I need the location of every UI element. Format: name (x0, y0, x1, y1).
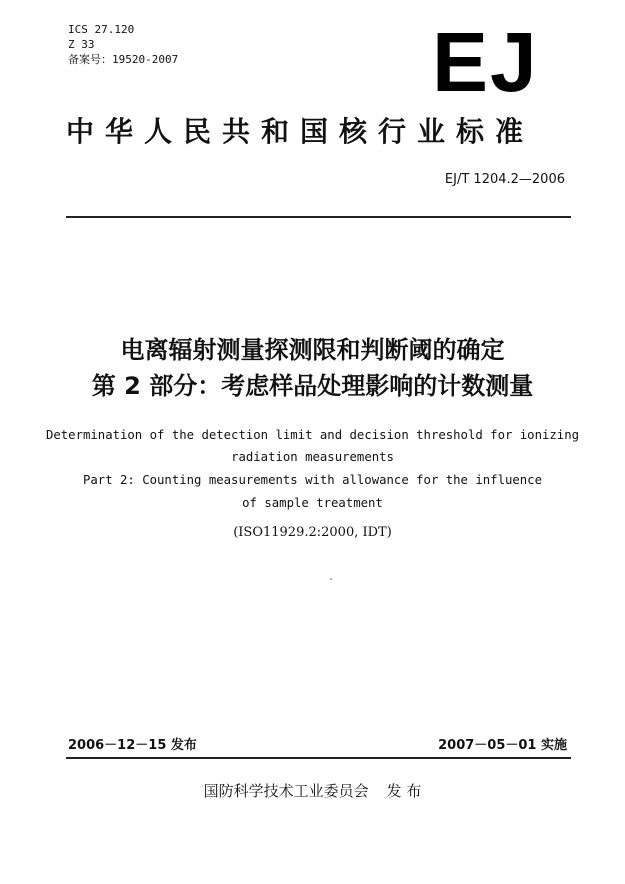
title-english-line-1: Determination of the detection limit and decision threshold for ionizing (45, 428, 580, 442)
standard-logo: EJ (432, 15, 539, 109)
iso-reference: (ISO11929.2:2000, IDT) (233, 525, 392, 540)
header-divider (66, 216, 571, 218)
title-english-line-2: radiation measurements (231, 450, 394, 464)
title-chinese-line-1: 电离辐射测量探测限和判断阈的确定 (120, 336, 505, 364)
publisher-line (0, 780, 625, 801)
publish-label: 发 布 (386, 782, 422, 800)
document-metadata (68, 22, 178, 67)
scan-speck (330, 578, 332, 580)
title-english-line-3: Part 2: Counting measurements with allowance for the influence (82, 473, 542, 487)
title-chinese-line-2: 第 2 部分：考虑样品处理影响的计数测量 (91, 372, 534, 400)
standard-number: EJ/T 1204.2—2006 (444, 172, 565, 187)
publisher-name: 国防科学技术工业委员会 (203, 782, 369, 800)
ics-code: ICS 27.120 (68, 23, 135, 36)
implementation-date: 2007－05－01 实施 (438, 738, 567, 753)
footer-divider (66, 757, 571, 759)
issue-date: 2006－12－15 发布 (68, 738, 197, 753)
title-english-line-4: of sample treatment (242, 496, 383, 510)
record-number: 备案号：19520-2007 (68, 53, 179, 66)
ccs-code: Z 33 (68, 38, 95, 51)
industry-standard-heading: 中华人民共和国核行业标准 (66, 115, 535, 148)
